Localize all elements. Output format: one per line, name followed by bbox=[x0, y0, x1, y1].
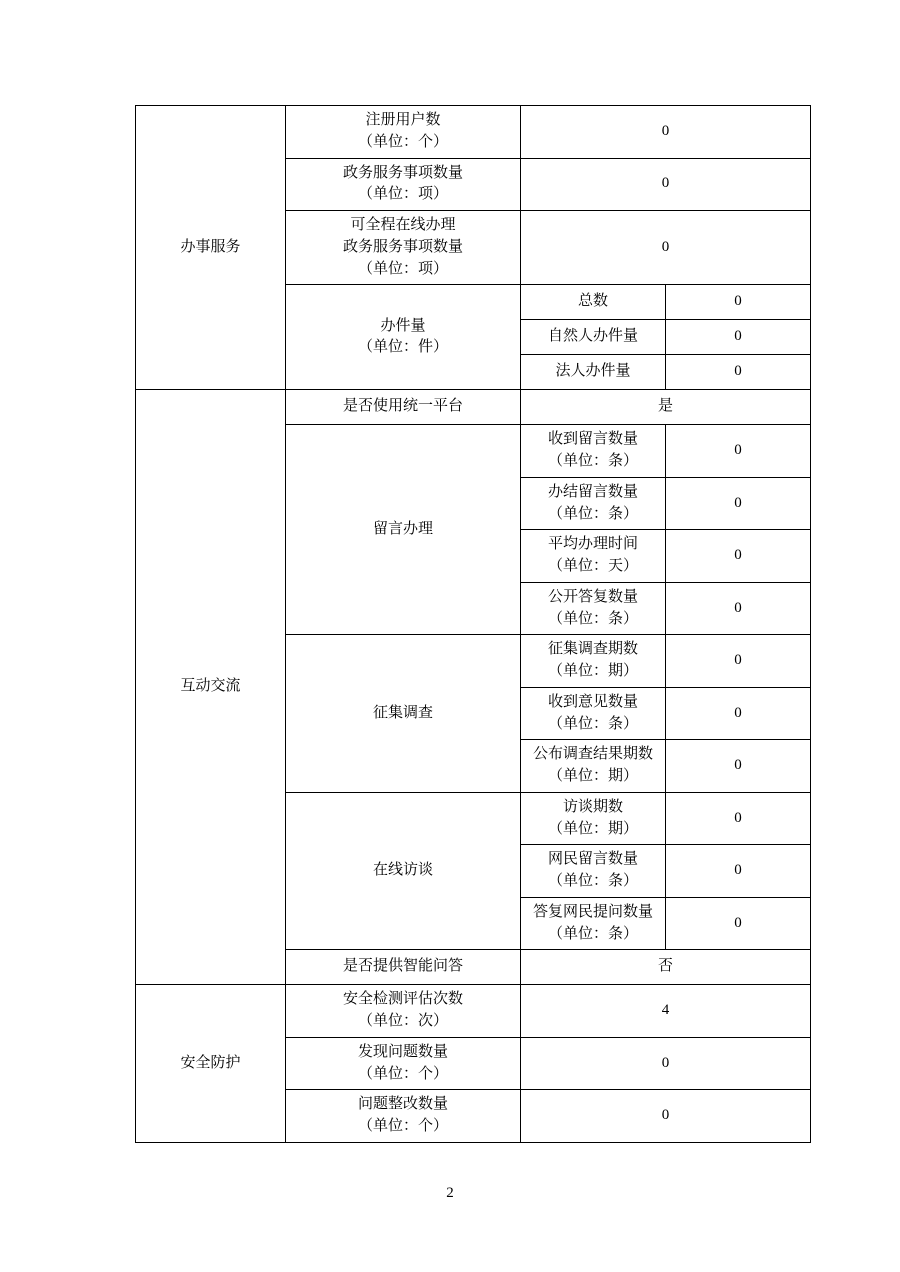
item-cell-online-interviews: 在线访谈 bbox=[286, 792, 521, 950]
item-cell-issues-found: 发现问题数量 （单位：个） bbox=[286, 1037, 521, 1090]
item-cell-fully-online-items: 可全程在线办理 政务服务事项数量 （单位：项） bbox=[286, 211, 521, 285]
sub-label-average-handling-time: 平均办理时间 （单位：天） bbox=[521, 530, 666, 583]
value-cell-natural-person: 0 bbox=[666, 320, 811, 355]
item-cell-handled-count: 办件量 （单位：件） bbox=[286, 285, 521, 390]
value-cell-messages-received: 0 bbox=[666, 425, 811, 478]
value-cell-public-replies: 0 bbox=[666, 582, 811, 635]
item-cell-message-handling: 留言办理 bbox=[286, 425, 521, 635]
item-cell-security-assessments: 安全检测评估次数 （单位：次） bbox=[286, 985, 521, 1038]
value-cell-answered-questions: 0 bbox=[666, 897, 811, 950]
value-cell-legal-person: 0 bbox=[666, 355, 811, 390]
table-row bbox=[136, 390, 811, 425]
value-cell-registered-users: 0 bbox=[521, 106, 811, 159]
value-cell-fully-online-items: 0 bbox=[521, 211, 811, 285]
value-cell-messages-completed: 0 bbox=[666, 477, 811, 530]
sub-label-published-results: 公布调查结果期数 （单位：期） bbox=[521, 740, 666, 793]
item-cell-surveys: 征集调查 bbox=[286, 635, 521, 793]
value-cell-total: 0 bbox=[666, 285, 811, 320]
sub-label-opinions-received: 收到意见数量 （单位：条） bbox=[521, 687, 666, 740]
table-row bbox=[136, 985, 811, 1038]
item-cell-service-items: 政务服务事项数量 （单位：项） bbox=[286, 158, 521, 211]
value-cell-opinions-received: 0 bbox=[666, 687, 811, 740]
page-number: 2 bbox=[446, 1185, 454, 1201]
item-cell-unified-platform: 是否使用统一平台 bbox=[286, 390, 521, 425]
sub-label-interview-sessions: 访谈期数 （单位：期） bbox=[521, 792, 666, 845]
sub-label-legal-person: 法人办件量 bbox=[521, 355, 666, 390]
report-table-container bbox=[135, 105, 787, 1143]
sub-label-messages-received: 收到留言数量 （单位：条） bbox=[521, 425, 666, 478]
item-cell-issues-fixed: 问题整改数量 （单位：个） bbox=[286, 1090, 521, 1143]
value-cell-unified-platform: 是 bbox=[521, 390, 811, 425]
value-cell-published-results: 0 bbox=[666, 740, 811, 793]
value-cell-service-items: 0 bbox=[521, 158, 811, 211]
value-cell-survey-sessions: 0 bbox=[666, 635, 811, 688]
value-cell-average-handling-time: 0 bbox=[666, 530, 811, 583]
value-cell-netizen-messages: 0 bbox=[666, 845, 811, 898]
item-cell-smart-qa: 是否提供智能问答 bbox=[286, 950, 521, 985]
sub-label-natural-person: 自然人办件量 bbox=[521, 320, 666, 355]
value-cell-interview-sessions: 0 bbox=[666, 792, 811, 845]
category-cell-anquan-fanghu: 安全防护 bbox=[136, 985, 286, 1143]
sub-label-answered-questions: 答复网民提问数量 （单位：条） bbox=[521, 897, 666, 950]
item-cell-registered-users: 注册用户数 （单位：个） bbox=[286, 106, 521, 159]
sub-label-netizen-messages: 网民留言数量 （单位：条） bbox=[521, 845, 666, 898]
sub-label-total: 总数 bbox=[521, 285, 666, 320]
value-cell-smart-qa: 否 bbox=[521, 950, 811, 985]
category-cell-banshi-fuwu: 办事服务 bbox=[136, 106, 286, 390]
value-cell-security-assessments: 4 bbox=[521, 985, 811, 1038]
value-cell-issues-found: 0 bbox=[521, 1037, 811, 1090]
table-row bbox=[136, 106, 811, 159]
value-cell-issues-fixed: 0 bbox=[521, 1090, 811, 1143]
sub-label-survey-sessions: 征集调查期数 （单位：期） bbox=[521, 635, 666, 688]
sub-label-public-replies: 公开答复数量 （单位：条） bbox=[521, 582, 666, 635]
sub-label-messages-completed: 办结留言数量 （单位：条） bbox=[521, 477, 666, 530]
category-cell-hudong-jiaoliu: 互动交流 bbox=[136, 390, 286, 985]
government-website-report-table bbox=[135, 105, 811, 1143]
